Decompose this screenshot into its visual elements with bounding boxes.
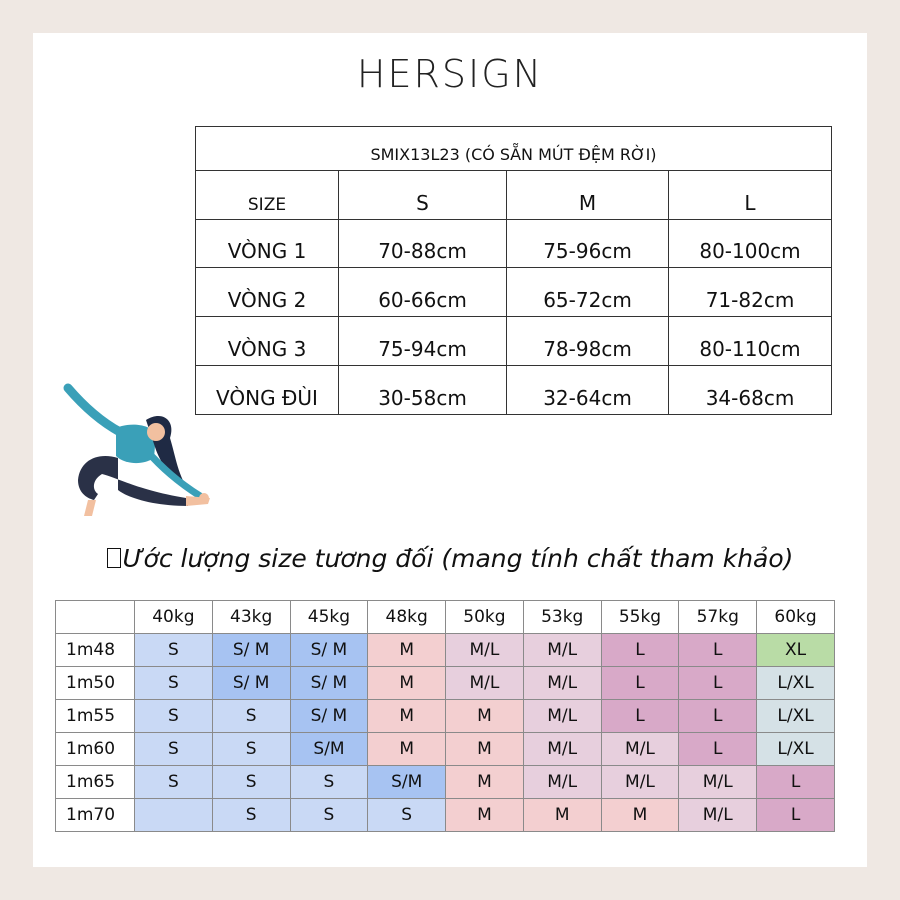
- spec-row-label: VÒNG 1: [196, 219, 339, 268]
- height-label: 1m55: [56, 700, 135, 733]
- size-cell: S: [212, 700, 290, 733]
- estimate-row: [56, 766, 835, 799]
- size-cell: M/L: [523, 733, 601, 766]
- size-estimate-table: [55, 600, 835, 832]
- size-cell: S: [135, 634, 213, 667]
- spec-cell: 75-96cm: [507, 219, 669, 268]
- weight-header: 48kg: [368, 601, 446, 634]
- weight-header: 53kg: [523, 601, 601, 634]
- height-label: 1m60: [56, 733, 135, 766]
- size-cell: M/L: [679, 799, 757, 832]
- size-cell: S: [135, 733, 213, 766]
- spec-row: [196, 317, 832, 366]
- spec-cell: 30-58cm: [339, 366, 507, 415]
- size-cell: S/M: [290, 733, 368, 766]
- size-cell: M/L: [523, 700, 601, 733]
- yoga-figure-illustration: [58, 380, 218, 520]
- estimate-row: [56, 733, 835, 766]
- size-cell: M/L: [679, 766, 757, 799]
- estimate-row: [56, 700, 835, 733]
- size-cell: L: [601, 700, 679, 733]
- size-cell: XL: [757, 634, 835, 667]
- spec-header-m: M: [507, 170, 669, 219]
- size-cell: S: [212, 766, 290, 799]
- size-cell: L/XL: [757, 700, 835, 733]
- spec-header-s: S: [339, 170, 507, 219]
- estimate-header-row: [56, 601, 835, 634]
- size-cell: S: [212, 799, 290, 832]
- height-label: 1m65: [56, 766, 135, 799]
- height-label: 1m50: [56, 667, 135, 700]
- size-cell: M/L: [523, 766, 601, 799]
- weight-header: 50kg: [446, 601, 524, 634]
- size-cell: S: [135, 667, 213, 700]
- spec-header-l: L: [669, 170, 832, 219]
- size-cell: M/L: [523, 667, 601, 700]
- estimate-row: [56, 667, 835, 700]
- size-cell: [135, 799, 213, 832]
- spec-cell: 32-64cm: [507, 366, 669, 415]
- size-cell: M/L: [523, 634, 601, 667]
- size-cell: L: [601, 634, 679, 667]
- estimate-corner-cell: [56, 601, 135, 634]
- estimate-row: [56, 634, 835, 667]
- size-cell: M: [601, 799, 679, 832]
- spec-header-row: [196, 170, 832, 219]
- estimate-heading: [0, 544, 900, 573]
- weight-header: 45kg: [290, 601, 368, 634]
- size-cell: S/ M: [290, 667, 368, 700]
- size-cell: L: [679, 700, 757, 733]
- size-cell: M: [446, 700, 524, 733]
- weight-header: 57kg: [679, 601, 757, 634]
- spec-cell: 34-68cm: [669, 366, 832, 415]
- size-cell: M: [368, 634, 446, 667]
- size-cell: L: [757, 799, 835, 832]
- spec-row: [196, 268, 832, 317]
- size-cell: S/M: [368, 766, 446, 799]
- size-cell: L: [601, 667, 679, 700]
- spec-header-size: SIZE: [196, 170, 339, 219]
- size-cell: M/L: [446, 667, 524, 700]
- spec-row-label: VÒNG ĐÙI: [196, 366, 339, 415]
- weight-header: 60kg: [757, 601, 835, 634]
- size-cell: S: [368, 799, 446, 832]
- weight-header: 43kg: [212, 601, 290, 634]
- size-cell: S/ M: [212, 667, 290, 700]
- size-cell: M: [446, 799, 524, 832]
- spec-title: SMIX13L23 (CÓ SẴN MÚT ĐỆM RỜI): [196, 127, 832, 171]
- size-cell: S: [212, 733, 290, 766]
- size-cell: S: [135, 766, 213, 799]
- size-cell: L/XL: [757, 667, 835, 700]
- brand-logo: HERSIGN: [356, 52, 544, 96]
- size-cell: L: [679, 733, 757, 766]
- spec-cell: 78-98cm: [507, 317, 669, 366]
- size-cell: M: [523, 799, 601, 832]
- spec-cell: 80-110cm: [669, 317, 832, 366]
- spec-cell: 65-72cm: [507, 268, 669, 317]
- size-cell: L: [679, 667, 757, 700]
- spec-row: [196, 219, 832, 268]
- size-cell: L: [679, 634, 757, 667]
- size-cell: M: [368, 700, 446, 733]
- spec-row-label: VÒNG 2: [196, 268, 339, 317]
- size-cell: L: [757, 766, 835, 799]
- size-cell: L/XL: [757, 733, 835, 766]
- estimate-row: [56, 799, 835, 832]
- height-label: 1m70: [56, 799, 135, 832]
- size-cell: S: [135, 700, 213, 733]
- size-cell: M: [446, 733, 524, 766]
- size-cell: S/ M: [212, 634, 290, 667]
- weight-header: 40kg: [135, 601, 213, 634]
- size-cell: S/ M: [290, 700, 368, 733]
- spec-cell: 80-100cm: [669, 219, 832, 268]
- size-cell: S: [290, 766, 368, 799]
- spec-cell: 70-88cm: [339, 219, 507, 268]
- size-cell: M: [368, 733, 446, 766]
- checkbox-glyph-icon: [107, 548, 121, 568]
- size-cell: M/L: [601, 733, 679, 766]
- size-cell: S: [290, 799, 368, 832]
- size-cell: M: [368, 667, 446, 700]
- size-cell: M/L: [446, 634, 524, 667]
- size-cell: M/L: [601, 766, 679, 799]
- size-spec-table: [195, 126, 832, 415]
- weight-header: 55kg: [601, 601, 679, 634]
- spec-cell: 71-82cm: [669, 268, 832, 317]
- height-label: 1m48: [56, 634, 135, 667]
- size-cell: M: [446, 766, 524, 799]
- spec-row: [196, 366, 832, 415]
- spec-row-label: VÒNG 3: [196, 317, 339, 366]
- spec-title-row: [196, 127, 832, 171]
- spec-cell: 60-66cm: [339, 268, 507, 317]
- size-cell: S/ M: [290, 634, 368, 667]
- estimate-heading-text: Ước lượng size tương đối (mang tính chất tham khảo): [122, 544, 794, 573]
- spec-cell: 75-94cm: [339, 317, 507, 366]
